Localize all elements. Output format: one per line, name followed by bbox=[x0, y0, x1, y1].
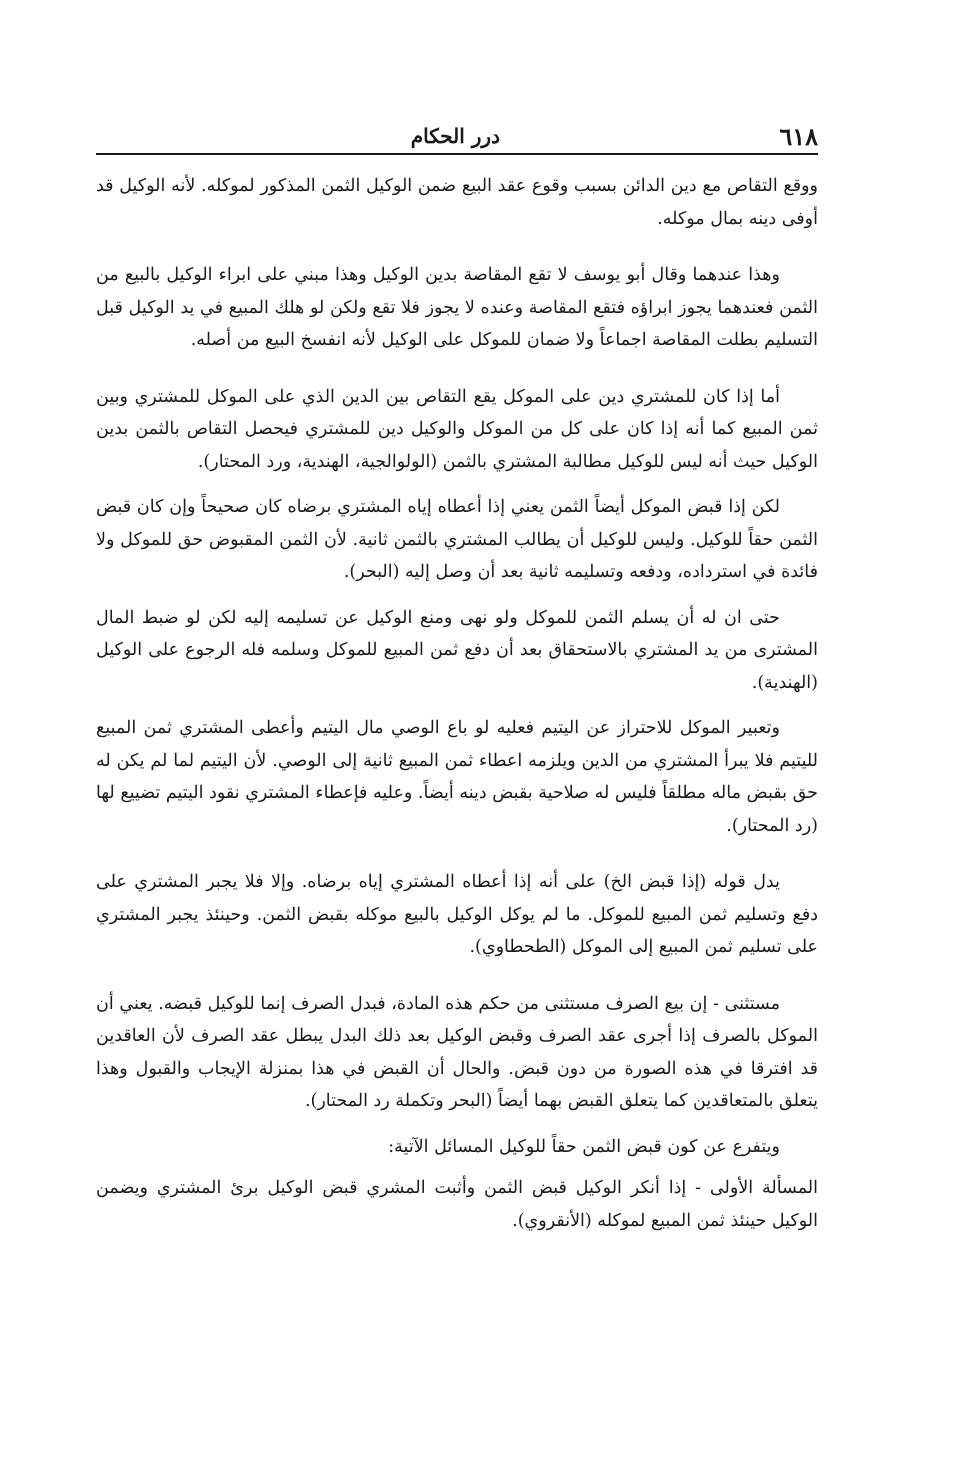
paragraph-10: المسألة الأولى - إذا أنكر الوكيل قبض الثمن وأثبت المشري قبض الوكيل برئ المشتري ويضمن الوكيل حينئذ ثمن المبيع لموكله (الأنقروي). bbox=[96, 1178, 818, 1231]
paragraph-7: يدل قوله (إذا قبض الخ) على أنه إذا أعطاه المشتري إياه برضاه. وإلا فلا يجبر المشتري على دفع وتسليم ثمن المبيع للموكل. ما لم يوكل الوكيل بالبيع موكله بقبض الثمن. وحينئذ يجبر المشتري على تسليم ثمن المبيع إلى الموكل (الطحطاوي). bbox=[96, 872, 818, 957]
paragraph-3: أما إذا كان للمشتري دين على الموكل يقع التقاص بين الدين الذي على الموكل للمشتري وبين ثمن المبيع كما أنه إذا كان على كل من الموكل والوكيل دين للمشتري فيحصل التقاص بالثمن بدين الوكيل حيث أنه ليس للوكيل مطالبة المشتري بالثمن (الولوالجية، الهندية، ورد المحتار). bbox=[96, 386, 818, 472]
paragraph-1: ووقع التقاص مع دين الدائن بسبب وقوع عقد البيع ضمن الوكيل الثمن المذكور لموكله. لأنه الوكيل قد أوفى دينه بمال موكله. bbox=[96, 176, 818, 229]
body-text bbox=[96, 170, 818, 1237]
paragraph-2: وهذا عندهما وقال أبو يوسف لا تقع المقاصة بدين الوكيل وهذا مبني على ابراء الوكيل بالبيع من الثمن فعندهما يجوز ابراؤه فتقع المقاصة وعنده لا يجوز فلا تقع ولكن لو هلك المبيع في يد الوكيل قبل التسليم بطلت المقاصة اجماعاً ولا ضمان للموكل على الوكيل لأنه انفسخ البيع من أصله. bbox=[96, 265, 818, 350]
paragraph-8: مستثنى - إن بيع الصرف مستثنى من حكم هذه المادة، فبدل الصرف إنما للوكيل قبضه. يعني أن الموكل بالصرف إذا أجرى عقد الصرف وقبض الوكيل بعد ذلك البدل يبطل عقد الصرف لأن العاقدين قد افترقا في هذه الصورة من دون قبض. والحال أن القبض في هذا بمنزلة الإيجاب والقبول وهذا يتعلق بالمتعاقدين كما يتعلق القبض بهما أيضاً (البحر وتكملة رد المحتار). bbox=[96, 993, 818, 1111]
running-title: درر الحكام bbox=[410, 124, 500, 148]
paragraph-5: حتى ان له أن يسلم الثمن للموكل ولو نهى ومنع الوكيل عن تسليمه إليه لكن لو ضبط المال المشترى من يد المشتري بالاستحقاق بعد أن دفع ثمن المبيع للموكل وسلمه فله الرجوع على الوكيل (الهندية). bbox=[96, 607, 818, 693]
page-number: ٦١٨ bbox=[779, 122, 818, 151]
paragraph-4: لكن إذا قبض الموكل أيضاً الثمن يعني إذا أعطاه إياه المشتري برضاه كان صحيحاً وإن كان قبض الثمن حقاً للوكيل. وليس للوكيل أن يطالب المشتري بالثمن ثانية. لأن الثمن المقبوض حق للموكل ولا فائدة في استرداده، ودفعه وتسليمه ثانية بعد أن وصل إليه (البحر). bbox=[96, 497, 818, 582]
paragraph-9: ويتفرع عن كون قبض الثمن حقاً للوكيل المسائل الآتية: bbox=[388, 1136, 780, 1157]
paragraph-6: وتعبير الموكل للاحتراز عن اليتيم فعليه لو باع الوصي مال اليتيم وأعطى المشتري ثمن المبيع لليتيم فلا يبرأ المشتري من الدين ويلزمه اعطاء ثمن المبيع ثانية إلى الوصي. لأن اليتيم لما لم يكن له حق بقبض ماله مطلقاً فليس له صلاحية بقبض دينه أيضاً. وعليه فإعطاء المشتري نقود اليتيم تضييع لها (رد المحتار). bbox=[96, 718, 818, 836]
header-divider bbox=[96, 153, 818, 155]
page-header bbox=[96, 118, 818, 154]
